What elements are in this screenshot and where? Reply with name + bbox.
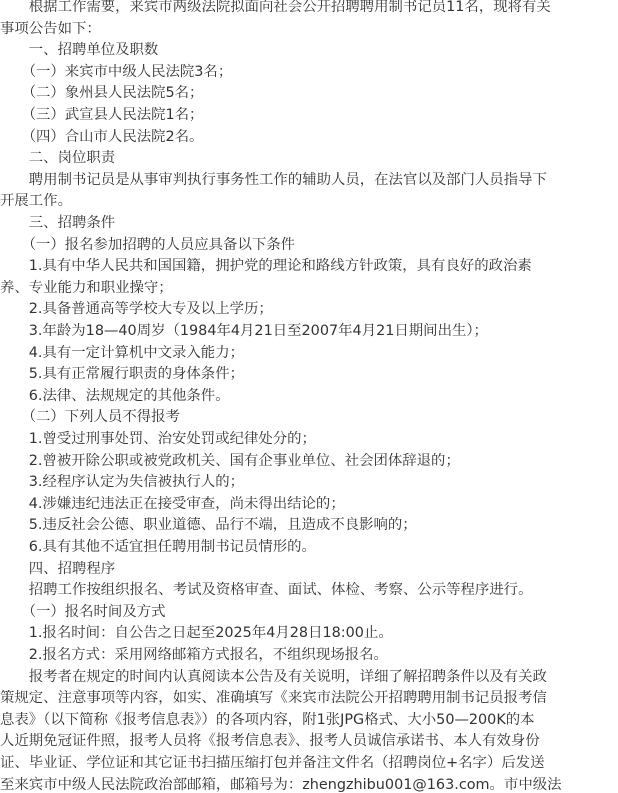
text-line: 至来宾市中级人民法院政治部邮箱，邮箱号为：zhengzhibu001@163.com。市中级法 <box>0 776 562 793</box>
text-line: 策规定、注意事项等内容，如实、准确填写《来宾市法院公开招聘聘用制书记员报考信 <box>0 690 547 707</box>
text-line: 聘用制书记员是从事审判执行事务性工作的辅助人员，在法官以及部门人员指导下 <box>0 171 547 188</box>
text-line: 2.报名方式：采用网络邮箱方式报名，不组织现场报名。 <box>0 647 388 663</box>
text-line: 1.曾受过刑事处罚、治安处罚或纪律处分的； <box>0 431 316 447</box>
text-line: 2.具备普通高等学校大专及以上学历； <box>0 301 273 318</box>
text-line: 2.曾被开除公职或被党政机关、国有企事业单位、社会团体辞退的； <box>0 452 460 469</box>
text-line: 招聘工作按组织报名、考试及资格审查、面试、体检、考察、公示等程序进行。 <box>0 582 533 599</box>
text-line: （二）象州县人民法院5名； <box>0 85 204 102</box>
text-line: 息表》（以下简称《报考信息表》）的各项内容，附1张JPG格式、大小50—200K的本 <box>0 711 535 728</box>
text-line: 4.涉嫌违纪违法正在接受审查，尚未得出结论的； <box>0 495 345 512</box>
text-line: 四、招聘程序 <box>0 560 116 577</box>
text-line: 6.具有其他不适宜担任聘用制书记员情形的。 <box>0 539 316 555</box>
text-line: （二）下列人员不得报考 <box>0 409 180 426</box>
text-line: 二、岗位职责 <box>0 150 116 167</box>
text-line: 报考者在规定的时间内认真阅读本公告及有关说明，详细了解招聘条件以及有关政 <box>0 668 547 685</box>
text-line: 一、招聘单位及职数 <box>0 42 159 59</box>
text-line: （一）来宾市中级人民法院3名； <box>0 63 233 80</box>
text-line: 5.具有正常履行职责的身体条件； <box>0 366 244 383</box>
text-line: 5.违反社会公德、职业道德、品行不端，且造成不良影响的； <box>0 517 417 534</box>
text-line: 人近期免冠证件照，报考人员将《报考信息表》、报考人员诚信承诺书、本人有效身份 <box>0 733 540 750</box>
text-line: 3.年龄为18—40周岁（1984年4月21日至2007年4月21日期间出生）； <box>0 323 488 339</box>
text-line: 证、毕业证、学位证和其它证书扫描压缩打包并备注文件名（招聘岗位+名字）后发送 <box>0 755 545 771</box>
text-line: 1.具有中华人民共和国国籍，拥护党的理论和路线方针政策，具有良好的政治素 <box>0 258 532 275</box>
text-line: 4.具有一定计算机中文录入能力； <box>0 344 244 361</box>
text-line: （三）武宣县人民法院1名； <box>0 107 204 123</box>
text-line: 养、专业能力和职业操守； <box>0 279 173 296</box>
text-line: （一）报名参加招聘的人员应具备以下条件 <box>0 236 296 253</box>
text-line: （四）合山市人民法院2名。 <box>0 128 204 145</box>
text-line: 根据工作需要，来宾市两级法院拟面向社会公开招聘聘用制书记员11名，现将有关 <box>0 0 551 15</box>
text-line: 开展工作。 <box>0 193 72 210</box>
text-line: （一）报名时间及方式 <box>0 603 166 620</box>
text-line: 事项公告如下： <box>0 20 101 37</box>
text-line: 三、招聘条件 <box>0 215 116 231</box>
text-line: 6.法律、法规规定的其他条件。 <box>0 387 230 404</box>
text-line: 3.经程序认定为失信被执行人的； <box>0 474 244 491</box>
text-line: 1.报名时间：自公告之日起至2025年4月28日18:00止。 <box>0 625 393 642</box>
